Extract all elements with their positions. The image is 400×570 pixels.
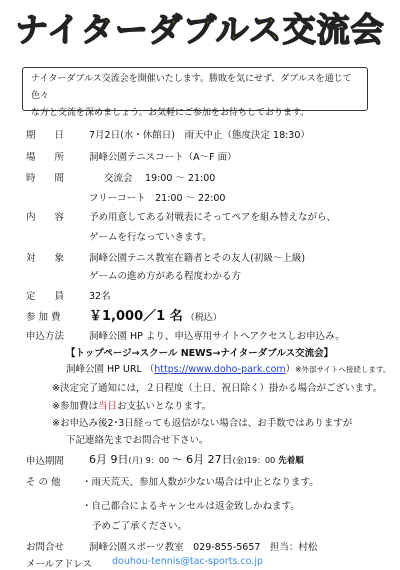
intro-line-1: ナイターダブルス交流会を開催いたします。勝敗を気にせず、ダブルスを通じて色々 — [31, 74, 352, 101]
email-label: メールアドレス — [26, 559, 93, 570]
other-line-3: 予めご了承ください。 — [92, 521, 188, 532]
homepage-url-prefix: 洞峰公園 HP URL （ — [66, 364, 155, 375]
target-line-1: 洞峰公園テニス教室在籍者とその友人(初級～上級) — [89, 253, 306, 264]
content-label: 内 容 — [26, 212, 65, 223]
period-separator: ～ — [172, 453, 184, 466]
note-4: 下記連絡先までお問合せ下さい。 — [66, 435, 209, 446]
period-end-time: 19：00 — [246, 456, 276, 465]
period-start-time: 9：00 — [145, 456, 170, 465]
homepage-url-suffix: ） — [285, 364, 296, 375]
note-2-pre: ※参加費は — [52, 401, 98, 412]
time-line-2: フリーコート 21:00 ～ 22:00 — [89, 193, 226, 204]
other-line-1: ・雨天荒天、参加人数が少ない場合は中止となります。 — [82, 477, 319, 488]
content-line-1: 予め用意してある対戦表にそってペアを組み替えながら、 — [89, 212, 337, 223]
apply-label: 申込方法 — [26, 331, 65, 342]
fee-amount: ￥1,000／1 名 — [89, 309, 183, 324]
target-label: 対 象 — [26, 253, 65, 264]
place-value: 洞峰公園テニスコート（A～F 面） — [89, 152, 237, 163]
target-line-2: ゲームの進め方がある程度わかる方 — [89, 271, 242, 282]
note-2-highlight: 当日 — [97, 401, 117, 412]
other-label: そ の 他 — [26, 477, 61, 488]
time-label: 時 間 — [26, 173, 65, 184]
fee-label: 参 加 費 — [26, 312, 61, 323]
period-label: 申込期間 — [26, 456, 65, 467]
note-1: ※決定完了通知には，２日程度（土日、祝日除く）掛かる場合がございます。 — [52, 383, 383, 394]
email-address[interactable]: douhou-tennis@tac-sports.co.jp — [112, 556, 263, 567]
period-start-day: (月) — [128, 456, 143, 465]
period-start-date: 6月 9日 — [89, 453, 129, 466]
other-line-2: ・自己都合によるキャンセルは返金致しかねます。 — [82, 501, 300, 512]
date-label: 期 日 — [26, 130, 65, 141]
intro-line-2: な方と交流を深めましょう。お気軽にご参加をお待ちしております。 — [31, 108, 310, 118]
content-line-2: ゲームを行なっていきます。 — [89, 232, 212, 243]
page-title: ナイターダブルス交流会 — [15, 10, 385, 49]
first-come-badge: 先着順 — [278, 456, 304, 466]
apply-path: 【トップページ→スクール NEWS→ナイターダブルス交流会】 — [66, 348, 334, 359]
period-value — [89, 451, 304, 467]
fee-value — [89, 305, 222, 324]
capacity-value: 32名 — [89, 291, 111, 302]
note-2 — [52, 398, 211, 412]
time-line-1: 交流会 19:00 ～ 21:00 — [104, 173, 216, 184]
capacity-label: 定 員 — [26, 291, 65, 302]
homepage-url-link[interactable]: https://www.doho-park.com — [154, 364, 286, 375]
period-end-day: (金) — [232, 456, 247, 465]
date-value: 7月2日(水・休館日) 雨天中止（態度決定 18:30） — [89, 130, 310, 141]
intro-box — [22, 67, 368, 118]
period-end-date: 6月 27日 — [186, 453, 233, 466]
contact-value: 洞峰公園スポーツ教室 029-855-5657 担当：村松 — [89, 542, 318, 553]
note-3: ※お申込み後2･3日経っても返信がない場合は、お手数ではありますが — [52, 418, 353, 429]
note-2-post: お支払いとなります。 — [116, 401, 212, 412]
homepage-url-row — [66, 361, 390, 375]
place-label: 場 所 — [26, 152, 65, 163]
homepage-url-note: ※外部サイトへ接続します。 — [295, 365, 391, 374]
apply-line-1: 洞峰公園 HP より、申込専用サイトへアクセスしお申込み。 — [89, 331, 345, 342]
contact-label: お問合せ — [26, 542, 65, 553]
fee-tax: （税込） — [185, 313, 222, 323]
